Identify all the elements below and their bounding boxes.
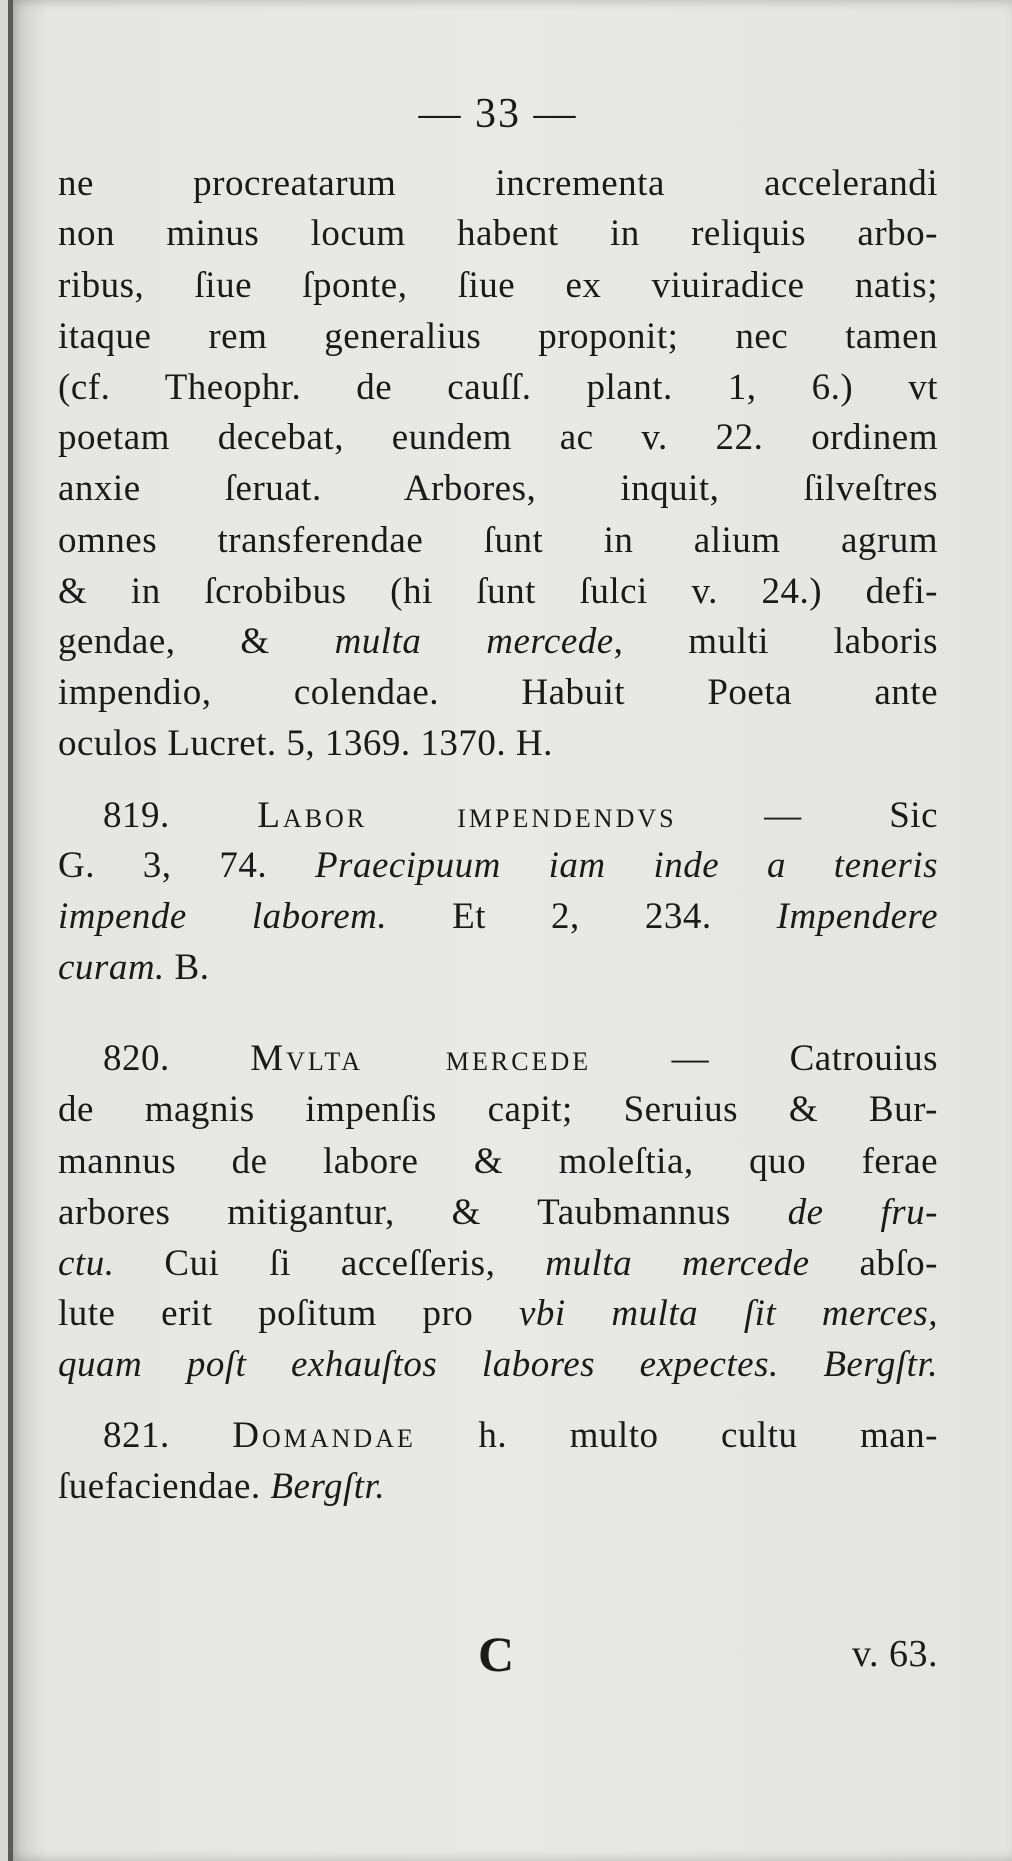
para1-line-3: ribus, ſiue ſponte, ſiue ex viuiradice natis; (58, 265, 938, 306)
para1-line-5: (cf. Theophr. de cauſſ. plant. 1, 6.) vt (58, 367, 938, 408)
catchword: v. 63. (851, 1633, 938, 1675)
para1-line-10: gendae, & multa mercede, multi laboris (58, 621, 939, 662)
note-819-line-2: G. 3, 74. Praecipuum iam inde a teneris (58, 845, 938, 886)
page-number: — 33 — (418, 91, 578, 137)
note-821-line-2: ſuefaciendae. Bergſtr. (58, 1466, 386, 1507)
para1-line-9: & in ſcrobibus (hi ſunt ſulci v. 24.) defi- (58, 571, 938, 612)
note-820-line-4: arbores mitigantur, & Taubmannus de fru- (58, 1192, 938, 1233)
note-821-line-1: 821. Domandae h. multo cultu man- (103, 1415, 938, 1456)
para1-line-4: itaque rem generalius proponit; nec tamen (58, 316, 938, 357)
book-page (8, 0, 1012, 1861)
note-819-line-4: curam. B. (58, 947, 210, 988)
note-820-line-5: ctu. Cui ſi acceſſeris, multa mercede abſo- (58, 1243, 938, 1284)
note-821-headword: Domandae (232, 1415, 416, 1456)
note-820-line-2: de magnis impenſis capit; Seruius & Bur- (58, 1089, 938, 1130)
para1-line-11: impendio, colendae. Habuit Poeta ante (58, 672, 938, 713)
italic-phrase: multa mercede (334, 621, 614, 662)
para1-line-7: anxie ſeruat. Arbores, inquit, ſilveſtres (58, 468, 938, 509)
para1-line-6: poetam decebat, eundem ac v. 22. ordinem (58, 417, 938, 458)
para1-line-8: omnes transferendae ſunt in alium agrum (58, 520, 938, 561)
note-820-line-6: lute erit poſitum pro vbi multa ſit merces, (58, 1293, 939, 1334)
signature-mark: C (478, 1626, 515, 1682)
para1-line-1: ne procreatarum incrementa accelerandi (58, 163, 938, 204)
note-820-line-1: 820. Mvlta mercede — Catrouius (103, 1038, 938, 1079)
note-819-headword: Labor impendendvs (257, 795, 677, 836)
note-820-line-7: quam poſt exhauſtos labores expectes. Bergſtr. (58, 1344, 938, 1385)
para1-line-2: non minus locum habent in reliquis arbo- (58, 213, 938, 254)
note-819-line-1: 819. Labor impendendvs — Sic (103, 795, 938, 836)
note-819-line-3: impende laborem. Et 2, 234. Impendere (58, 896, 938, 937)
para1-line-12: oculos Lucret. 5, 1369. 1370. H. (58, 723, 553, 764)
note-820-line-3: mannus de labore & moleſtia, quo ferae (58, 1141, 938, 1182)
page-footer (58, 1626, 938, 1690)
note-820-headword: Mvlta mercede (250, 1038, 592, 1079)
